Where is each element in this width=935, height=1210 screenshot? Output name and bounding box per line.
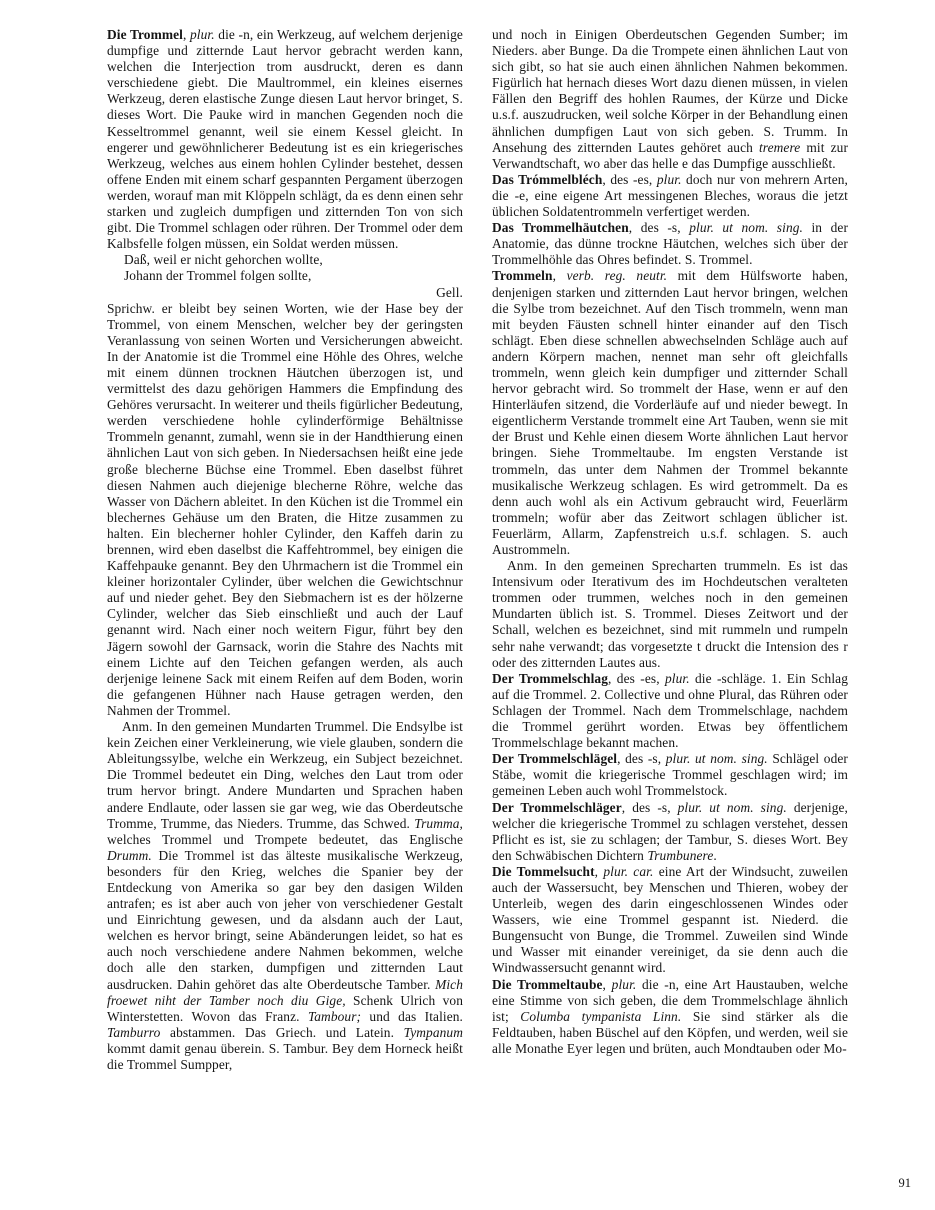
verse-line-2: Johann der Trommel folgen sollte, [124,268,312,284]
entry-die-trommel-anmerkung-continuation: und noch in Einigen Oberdeutschen Gegenden Sumber; im Nieders. aber Bunge. Da die Trompete einen ähnlichen Laut von sich gibt, so hat sie auch einen ähnlichen Nahmen bekommen. Figürlich hat hernach dieses Wort dazu dienen müssen, in vielen Fällen den Begriff des hohlen Raumes, der Kürze und Dicke u.s.f. auszudrucken, weil solche Körper in der Behandlung einen ähnlichen dumpfigen Laut von sich geben. S. Trumm. In Ansehung des zitternden Lautes gehöret auch tremere mit zur Verwandtschaft, wo aber das helle e das Dumpfige ausschließt. [492,27,849,171]
right-column [492,27,848,1073]
entry-trommeltaube: Die Trommeltaube, plur. die -n, eine Art Haustauben, welche eine Stimme von sich geben, die dem Trommelschlage ähnlich ist; Columba tympanista Linn. Sie sind stärker als die Feldtauben, haben Büschel auf den Köpfen, und werden, weil sie alle Monathe Eyer legen und brüten, auch Mondtauben oder Mo- [492,976,848,1056]
entry-tommelsucht: Die Tommelsucht, plur. car. eine Art der Windsucht, zuweilen auch der Wassersucht, bey Menschen und Thieren, wobey der Unterleib, wegen des darin eingeschlossenen Windes oder Wassers, wie eine Trommel gespannt ist. Niederd. die Bungensucht von Bunge, die Trommel. Zuweilen sind Winde und Wasser mit einander vereiniget, da sie denn auch die Windwassersucht genannt wird. [492,863,848,976]
entry-trommelhaeutchen: Das Trommelhäutchen, des -s, plur. ut nom. sing. in der Anatomie, das dünne trockne Häutchen, welches sich über der Trommelhöhle das Ohres befindet. S. Trommel. [492,220,848,268]
entry-die-trommel: Die Trommel, plur. die -n, ein Werkzeug, auf welchem derjenige dumpfige und zitternde Laut hervor gebracht werden kann, welchen die Interjection trom ausdruckt, deren es dann verschiedene giebt. Die Maultrommel, ein kleines eisernes Werkzeug, deren elastische Zunge diesen Laut hervor bringet, S. dieses Wort. Die Pauke wird in manchen Gegenden noch die Kesseltrommel genannt, weil sie einem Kessel gleicht. In engerer und gewöhnlicherer Bedeutung ist es ein kriegerisches Werkzeug, welches aus einem hohlen Cylinder bestehet, dessen offene Enden mit einem scharf gespannten Pergament überzogen werden, worauf man mit Klöppeln schlägt, da es denn einen sehr starken und zugleich dumpfigen und zitternden Ton von sich gibt. Die Trommel schlagen oder rühren. Der Trommel oder dem Kalbsfelle folgen müssen, ein Soldat werden müssen. [107,27,463,252]
text-columns [107,27,848,1073]
entry-trommelschlaegel: Der Trommelschlägel, des -s, plur. ut nom. sing. Schlägel oder Stäbe, womit die kriegerische Trommel geschlagen wird; im gemeinen Leben auch wohl Trommelstock. [492,751,848,799]
verse-line-1: Daß, weil er nicht gehorchen wollte, [124,252,323,268]
entry-die-trommel-continuation: Sprichw. er bleibt bey seinen Worten, wie der Hase bey der Trommel, von einem Menschen, welcher bey der geringsten Veranlassung von seinen Worten und Versicherungen abweicht. In der Anatomie ist die Trommel eine Höhle des Ohres, welche mit einem dünnen trocknen Häutchen überzogen ist, und vermittelst des dazu gehörigen Hammers die Empfindung des Gehöres verursacht. In weiterer und theils figürlicher Bedeutung, werden verschiedene hohle cylinderförmige Behältnisse Trommeln genannt, zumahl, wenn sie in der Handthierung einen ähnlichen Laut von sich geben. In Niedersachsen heißt eine jede große blecherne Büchse eine Trommel. Eben daselbst führet diesen Nahmen auch diejenige blecherne Röhre, welche das Wasser von Dächern ableitet. In den Küchen ist die Trommel ein blechernes Gehäuse um den Braten, die Hitze zusammen zu halten. Ein blecherner hohler Cylinder, den Kaffeh darin zu brennen, wird eben daselbst die Kaffehtrommel, bey einigen die Kaffehpauke genannt. Bey den Uhrmachern ist die Trommel ein kleiner horizontaler Cylinder, über welchen die Gewichtschnur auf und nieder gehet. Bey den Siebmachern ist es der hölzerne Cylinder, welcher das Sieb einschließt und auch der Lauf genannt wird. Nach einer noch weitern Figur, führt bey den Jägern sowohl der Garnsack, worin die Stahre des Nachts mit einem Lichte auf den Teichen gefangen werden, als auch derjenige leinene Sack mit einem Reifen auf dem Boden, worin die gefangenen Hühner nach Hause getragen werden, den Nahmen der Trommel. [107,300,463,718]
entry-trommelschlag: Der Trommelschlag, des -es, plur. die -schläge. 1. Ein Schlag auf die Trommel. 2. Collective und ohne Plural, das Rühren oder Schlagen der Trommel. Nach dem Trommelschlage, nachdem die Trommel gerührt worden. Etwas bey öffentlichem Trommelschlage bekannt machen. [492,670,848,751]
page-number: 91 [898,1176,911,1190]
entry-die-trommel-anmerkung: Anm. In den gemeinen Mundarten Trummel. Die Endsylbe ist kein Zeichen einer Verkleinerung, wie viele glauben, sondern die Ableitungssylbe, welche ein Werkzeug, ein Subject bezeichnet. Die Trommel bedeutet ein Ding, welches den Laut trom oder trum hervor bringt. Andere Mundarten und Sprachen haben andere Endlaute, oder lassen sie gar weg, wie das Oberdeutsche Tromme, Trumme, das Nieders. Trumme, das Schwed. Trumma, welches Trommel und Trompete bedeutet, das Englische Drumm. Die Trommel ist das älteste musikalische Werkzeug, besonders für den Krieg, welches die Spanier bey der Entdeckung von Amerika so gar bey den dasigen Wilden antrafen; es ist aber auch von jeher von verschiedener Gestalt und Einrichtung gewesen, und da alsdann auch der Laut, welchen es hervor bringt, seine Abänderungen leidet, so hat es auch noch verschiedene andere Nahmen bekommen, welche doch alle den starken, dumpfigen und zitternden Laut ausdrucken. Dahin gehöret das alte Oberdeutsche Tamber. Mich froewet niht der Tamber noch diu Gige, Schenk Ulrich von Winterstetten. Wovon das Franz. Tambour; und das Italien. Tamburro abstammen. Das Griech. und Latein. Tympanum kommt damit genau überein. S. Tambur. Bey dem Horneck heißt die Trommel Sumpper, [107,719,464,1072]
entry-trommeln-verb: Trommeln, verb. reg. neutr. mit dem Hülfsworte haben, denjenigen starken und zitternden Laut hervor bringen, welchen die Sylbe trom bezeichnet. Auf den Tisch trommeln, wenn man mit beyden Fäusten schnell hinter einander auf den Tisch schlägt. Eben diese schnellen abwechselnden Schläge auch auf andern Körpern machen, nennet man sehr oft gleichfalls trommeln, wenn gleich kein dumpfiger und zitternder Schall hervor gebracht wird. So trommelt der Hase, wenn er auf den Hinterläufen sitzend, die Vorderläufe auf und nieder bewegt. In eigentlicherm Verstande trommelt eine Art Tauben, wenn sie mit der Brust und Kehle einen diesem Worte ähnlichen Laut hervor bringen. Siehe Trommeltaube. Im engsten Verstande ist trommeln, das unter dem Nahmen der Trommel bekannte musikalische Werkzeug schlagen. Es wird getrommelt. Da es denn auch wohl als ein Activum gebraucht wird, Feuerlärm trommeln; wofür aber das Zeitwort schlagen üblicher ist. Feuerlärm, Allarm, Zapfenstreich u.s.f. schlagen. S. auch Austrommeln. [492,268,848,557]
left-column [107,27,463,1073]
verse-citation: Gell. [436,284,463,300]
entry-trommeln-anmerkung: Anm. In den gemeinen Sprecharten trummeln. Es ist das Intensivum oder Iterativum des im Hochdeutschen veralteten trommen oder trummen, welches noch in den gemeinen Mundarten üblich ist. S. Trommel. Dieses Zeitwort und der Schall, welchen es bezeichnet, sind mit rummeln und rumpeln sehr nahe verwandt; das vorgesetzte t druckt die Intension des r oder des zitternden Lautes aus. [492,558,848,670]
entry-trommelblech: Das Trómmelbléch, des -es, plur. doch nur von mehrern Arten, die -e, eine eigene Art messingenen Bleches, woraus die jetzt üblichen Soldatentrommeln verfertiget werden. [492,171,848,220]
entry-trommelschlaeger: Der Trommelschläger, des -s, plur. ut nom. sing. derjenige, welcher die kriegerische Trommel zu schlagen verstehet, dessen Pflicht es ist, sie zu schlagen; der Tambur, S. dieses Wort. Bey den Schwäbischen Dichtern Trumbunere. [492,799,848,863]
